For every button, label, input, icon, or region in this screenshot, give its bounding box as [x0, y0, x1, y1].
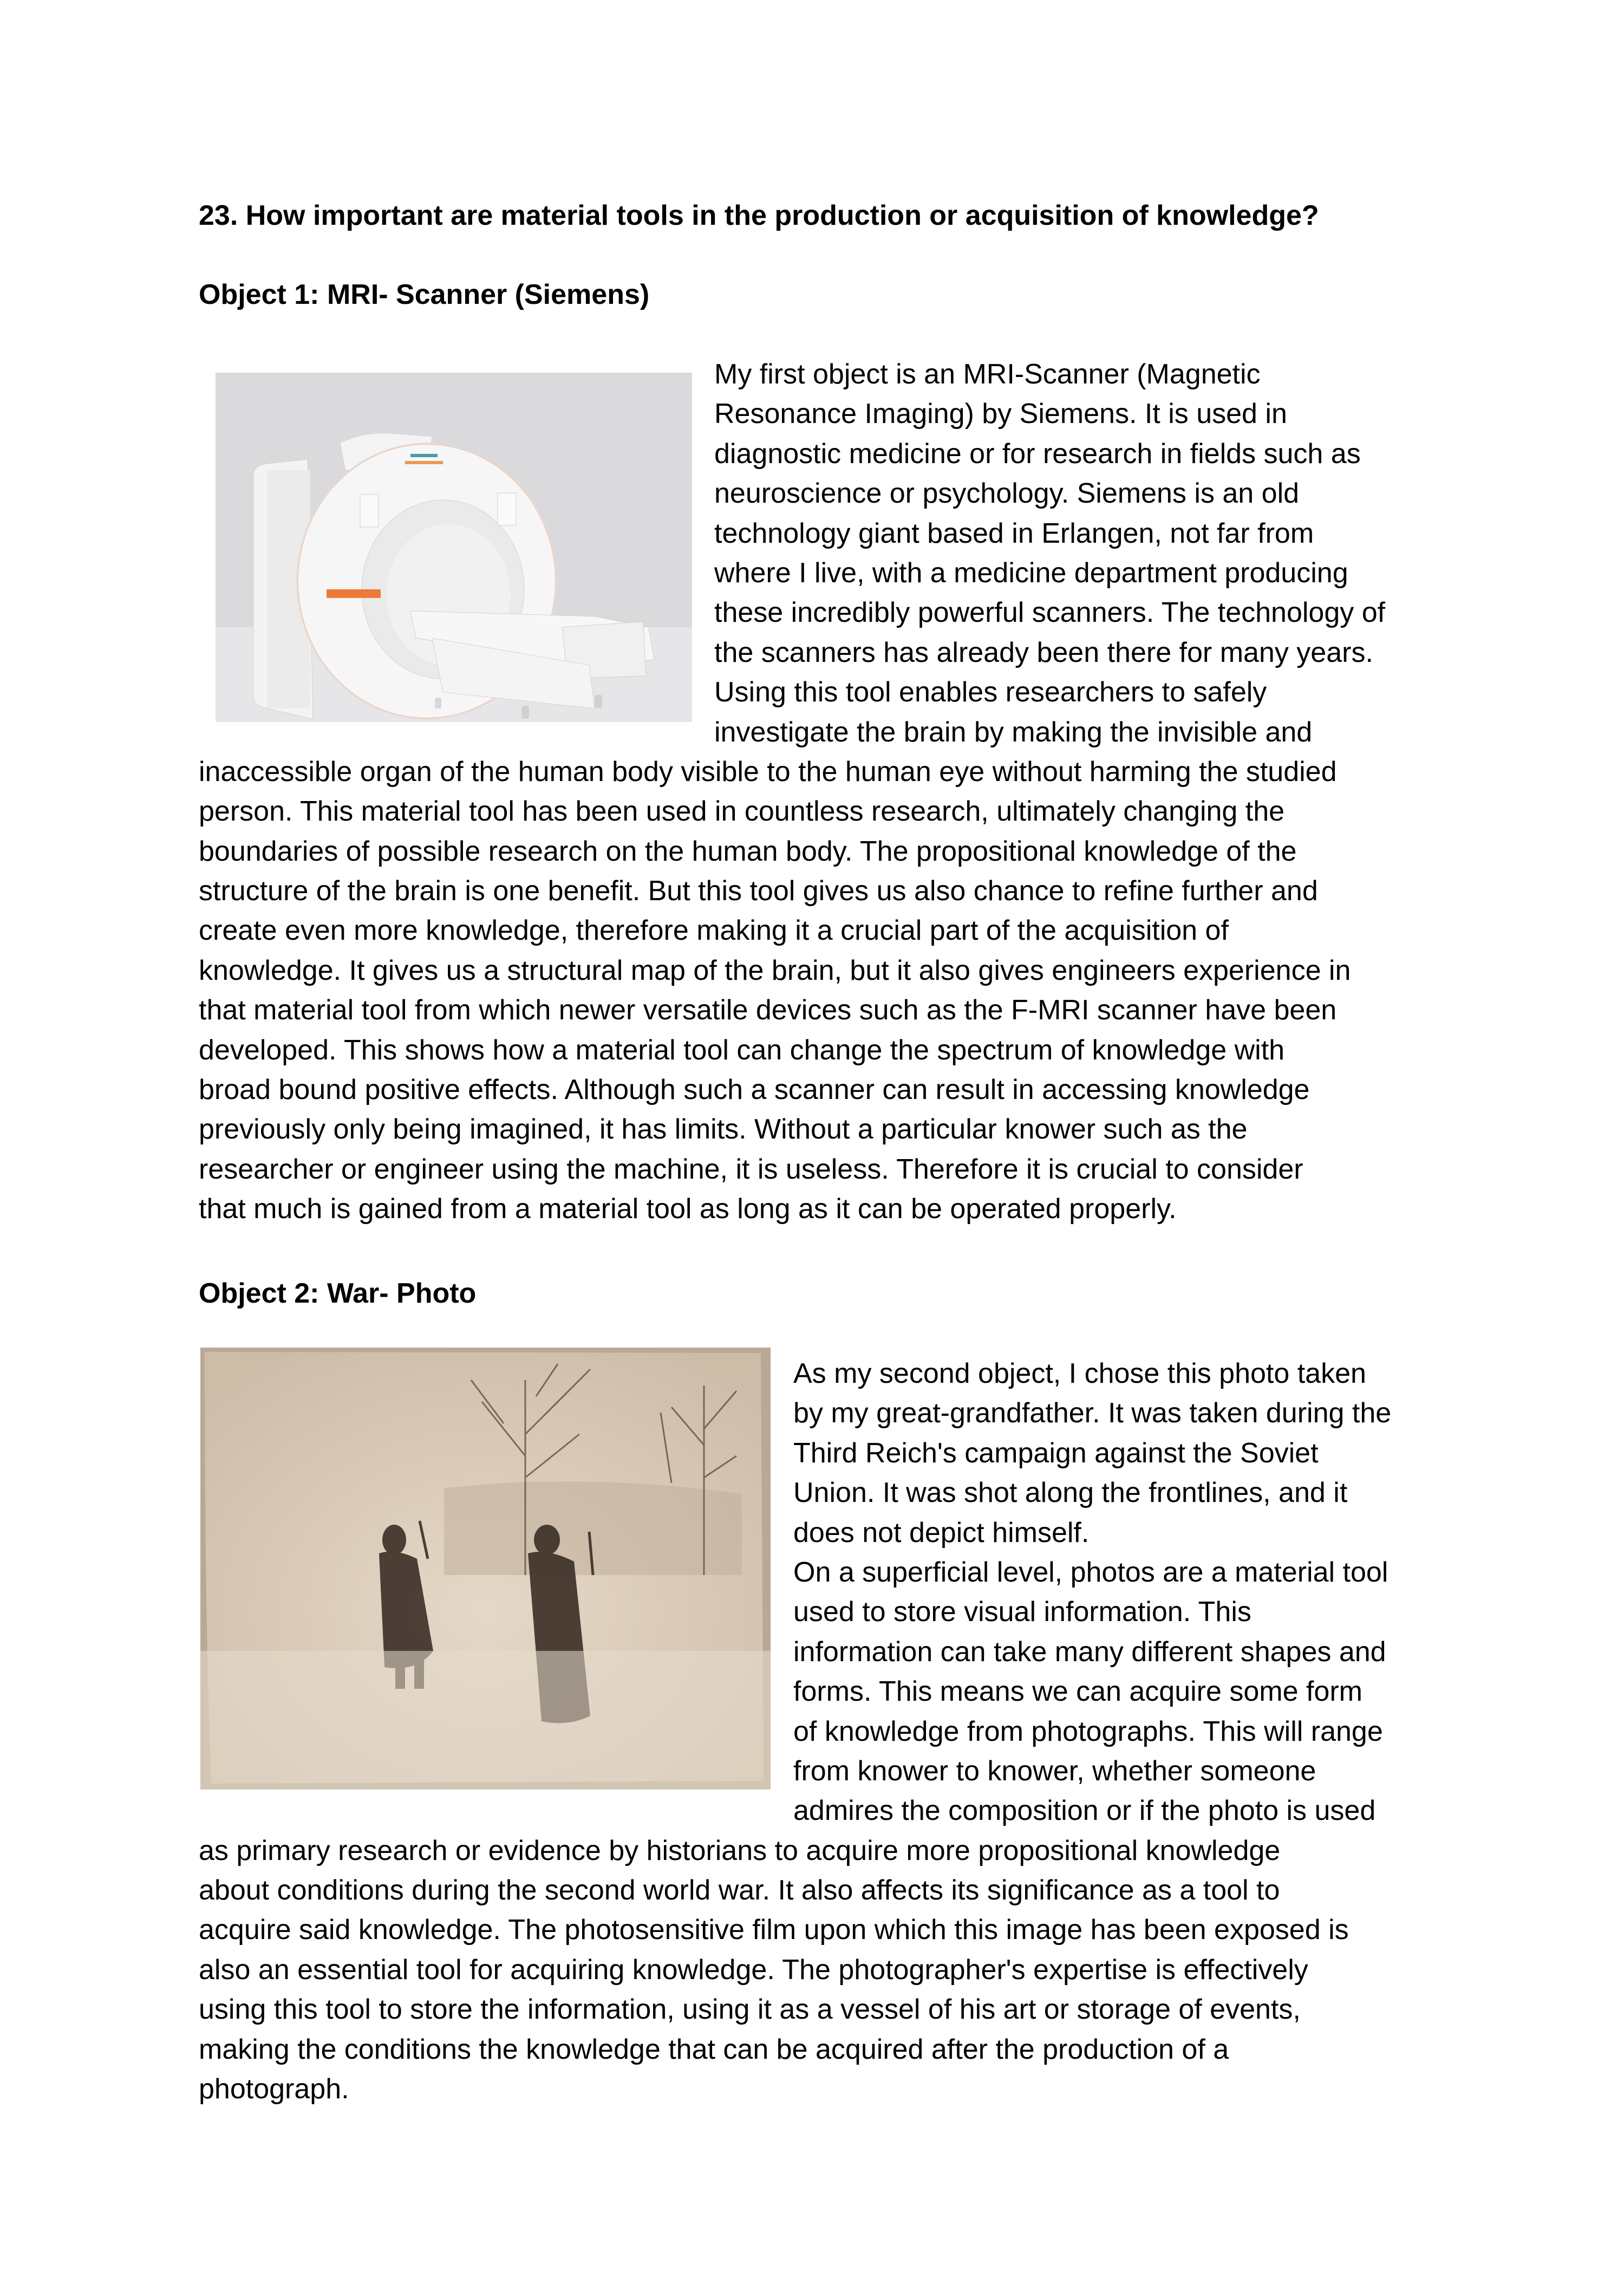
- wrapped-text-line: As my second object, I chose this photo taken: [793, 1358, 1366, 1389]
- body-text-line: that much is gained from a material tool as long as it can be operated properly.: [199, 1193, 1177, 1225]
- body-text-line: person. This material tool has been used in countless research, ultimately changing the: [199, 796, 1285, 828]
- wrapped-text-line: Union. It was shot along the frontlines, and it: [793, 1477, 1348, 1509]
- body-text-line: as primary research or evidence by historians to acquire more propositional knowledge: [199, 1834, 1281, 1866]
- wrapped-text-line: of knowledge from photographs. This will range: [793, 1715, 1383, 1747]
- wrapped-text-line: Using this tool enables researchers to safely: [714, 676, 1267, 708]
- wrapped-text-line: the scanners has already been there for many years.: [714, 636, 1373, 668]
- wrapped-text-line: On a superficial level, photos are a material tool: [793, 1556, 1388, 1588]
- body-text-line: researcher or engineer using the machine, it is useless. Therefore it is crucial to consider: [199, 1153, 1303, 1185]
- object-1-text: [199, 355, 1444, 1229]
- body-text-line: previously only being imagined, it has limits. Without a particular knower such as the: [199, 1114, 1248, 1146]
- body-text-line: acquire said knowledge. The photosensitive film upon which this image has been exposed is: [199, 1914, 1349, 1946]
- body-text-line: boundaries of possible research on the human body. The propositional knowledge of the: [199, 835, 1297, 867]
- body-text-line: about conditions during the second world war. It also affects its significance as a tool to: [199, 1875, 1280, 1907]
- body-text-line: broad bound positive effects. Although such a scanner can result in accessing knowledge: [199, 1074, 1310, 1106]
- body-text-line: knowledge. It gives us a structural map of the brain, but it also gives engineers experience in: [199, 954, 1351, 986]
- body-text-line: also an essential tool for acquiring knowledge. The photographer's expertise is effectively: [199, 1954, 1308, 1986]
- body-text-line: inaccessible organ of the human body visible to the human eye without harming the studied: [199, 756, 1337, 788]
- body-text-line: create even more knowledge, therefore making it a crucial part of the acquisition of: [199, 915, 1229, 947]
- wrapped-text-line: My first object is an MRI-Scanner (Magnetic: [714, 359, 1261, 390]
- body-text-line: using this tool to store the information, using it as a vessel of his art or storage of events,: [199, 1994, 1301, 2026]
- question-title: 23. How important are material tools in the production or acquisition of knowledge?: [199, 200, 1319, 231]
- body-text-line: developed. This shows how a material tool can change the spectrum of knowledge with: [199, 1034, 1285, 1066]
- body-text-line: structure of the brain is one benefit. But this tool gives us also chance to refine further and: [199, 875, 1318, 907]
- wrapped-text-line: by my great-grandfather. It was taken during the: [793, 1397, 1392, 1429]
- wrapped-text-line: does not depict himself.: [793, 1517, 1090, 1549]
- object-1-heading: Object 1: MRI- Scanner (Siemens): [199, 279, 650, 310]
- wrapped-text-line: used to store visual information. This: [793, 1596, 1251, 1628]
- body-text-line: making the conditions the knowledge that can be acquired after the production of a: [199, 2033, 1229, 2065]
- wrapped-text-line: Resonance Imaging) by Siemens. It is used in: [714, 398, 1287, 430]
- wrapped-text-line: technology giant based in Erlangen, not far from: [714, 517, 1314, 549]
- wrapped-text-line: Third Reich's campaign against the Soviet: [793, 1437, 1319, 1469]
- wrapped-text-line: these incredibly powerful scanners. The technology of: [714, 597, 1386, 629]
- object-2-text: [199, 1354, 1444, 2109]
- wrapped-text-line: investigate the brain by making the invisible and: [714, 716, 1313, 748]
- body-text-line: that material tool from which newer versatile devices such as the F-MRI scanner have been: [199, 994, 1337, 1026]
- wrapped-text-line: where I live, with a medicine department producing: [714, 557, 1348, 589]
- wrapped-text-line: diagnostic medicine or for research in fields such as: [714, 438, 1361, 470]
- wrapped-text-line: neuroscience or psychology. Siemens is an old: [714, 478, 1300, 510]
- wrapped-text-line: admires the composition or if the photo is used: [793, 1795, 1376, 1827]
- object-2-heading: Object 2: War- Photo: [199, 1278, 477, 1309]
- body-text-line: photograph.: [199, 2073, 349, 2105]
- wrapped-text-line: from knower to knower, whether someone: [793, 1755, 1316, 1787]
- wrapped-text-line: forms. This means we can acquire some form: [793, 1676, 1362, 1708]
- wrapped-text-line: information can take many different shapes and: [793, 1636, 1386, 1668]
